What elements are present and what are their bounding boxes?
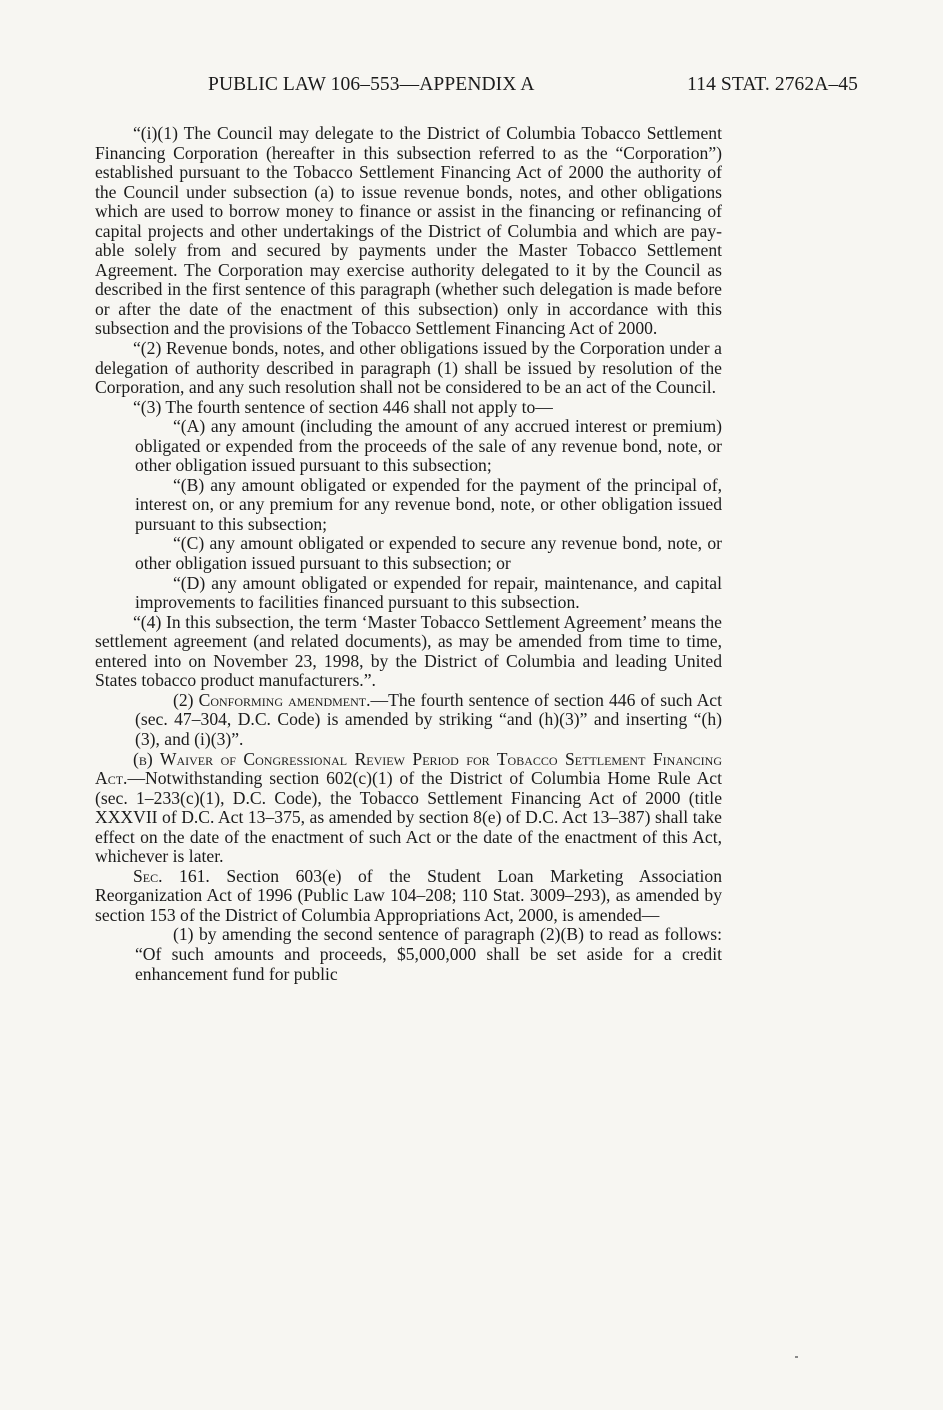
item-1: (1) by amending the second sentence of paragraph (2)(B) to read as follows: “Of such amounts and proceeds, $5,000,000 shall be set aside for a credit enhancement fund for public	[135, 924, 722, 984]
waiver-text: —Notwithstanding section 602(c)(1) of the District of Columbia Home Rule Act (sec. 1–233(c)(1), D.C. Code), the Tobacco Settlement Financing Act of 2000 (title XXXVII of D.C. Act 13–375, as amended by section 8(e) of D.C. Act 13–387) shall take effect on the date of the enactment of such Act or the date of the enactment of this Act, whichever is later.	[95, 768, 722, 867]
conforming-heading: (2) Conforming amendment.	[173, 689, 371, 710]
waiver-paragraph	[95, 750, 722, 867]
paragraph-4: “(4) In this subsection, the term ‘Master Tobacco Settlement Agreement’ means the settlement agreement (and related documents), as may be amended from time to time, entered into on November 23, 1998, by the District of Columbia and leading United States tobacco product manufacturers.”.	[95, 611, 722, 691]
paragraph-i1: “(i)(1) The Council may delegate to the District of Columbia Tobacco Settlement Financing Corporation (hereafter in this subsection referred to as the “Corporation”) established pursuant to the Tobacco Settlement Financing Act of 2000 the authority of the Council under subsection (a) to issue revenue bonds, notes, and other obligations which are used to borrow money to finance or assist in the financing or refinancing of capital projects and other undertakings of the District of Columbia and which are payable solely from and secured by payments under the Master Tobacco Settlement Agreement. The Corporation may exercise authority delegated to it by the Council as described in the first sentence of this paragraph (whether such delegation is made before or after the date of the enactment of this subsection) only in accordance with this subsection and the provisions of the Tobacco Settlement Financing Act of 2000.	[95, 123, 722, 339]
section-161-label: Sec. 161.	[133, 865, 210, 886]
scan-speck	[795, 1356, 798, 1358]
subparagraph-b: “(B) any amount obligated or expended for the payment of the principal of, interest on, or any premium for any revenue bond, note, or other obligation issued pursuant to this subsection;	[135, 474, 722, 534]
paragraph-2: “(2) Revenue bonds, notes, and other obligations issued by the Corporation under a delegation of authority described in paragraph (1) shall be issued by resolution of the Corporation, and any such resolution shall not be considered to be an act of the Council.	[95, 338, 722, 398]
section-161	[95, 867, 722, 926]
conforming-amendment	[95, 691, 722, 750]
running-title: PUBLIC LAW 106–553—APPENDIX A	[208, 74, 535, 95]
subparagraph-a: “(A) any amount (including the amount of any accrued interest or premium) obligated or expended from the proceeds of the sale of any revenue bond, note, or other obligation issued pursuant to this subsection;	[135, 416, 722, 476]
subparagraph-d: “(D) any amount obligated or expended for repair, maintenance, and capital improvements to facilities financed pursuant to this subsection.	[135, 572, 722, 613]
conforming-text: —The fourth sentence of section 446 of such Act (sec. 47–304, D.C. Code) is amended by striking “and (h)(3)” and inserting “(h)(3), and (i)(3)”.	[135, 689, 722, 749]
stat-citation: 114 STAT. 2762A–45	[687, 74, 858, 95]
paragraph-3: “(3) The fourth sentence of section 446 shall not apply to—	[133, 396, 553, 417]
document-body	[95, 124, 722, 984]
waiver-heading: (b) Waiver of Congressional Review Period for Tobacco Settlement Financing Act.	[95, 748, 722, 789]
subparagraph-c: “(C) any amount obligated or expended to secure any revenue bond, note, or other obligation issued pursuant to this subsection; or	[135, 533, 722, 574]
page-header	[208, 74, 858, 96]
section-161-text: Section 603(e) of the Student Loan Marketing Association Reorganization Act of 1996 (Public Law 104–208; 110 Stat. 3009–293), as amended by section 153 of the District of Columbia Appropriations Act, 2000, is amended—	[95, 865, 722, 925]
